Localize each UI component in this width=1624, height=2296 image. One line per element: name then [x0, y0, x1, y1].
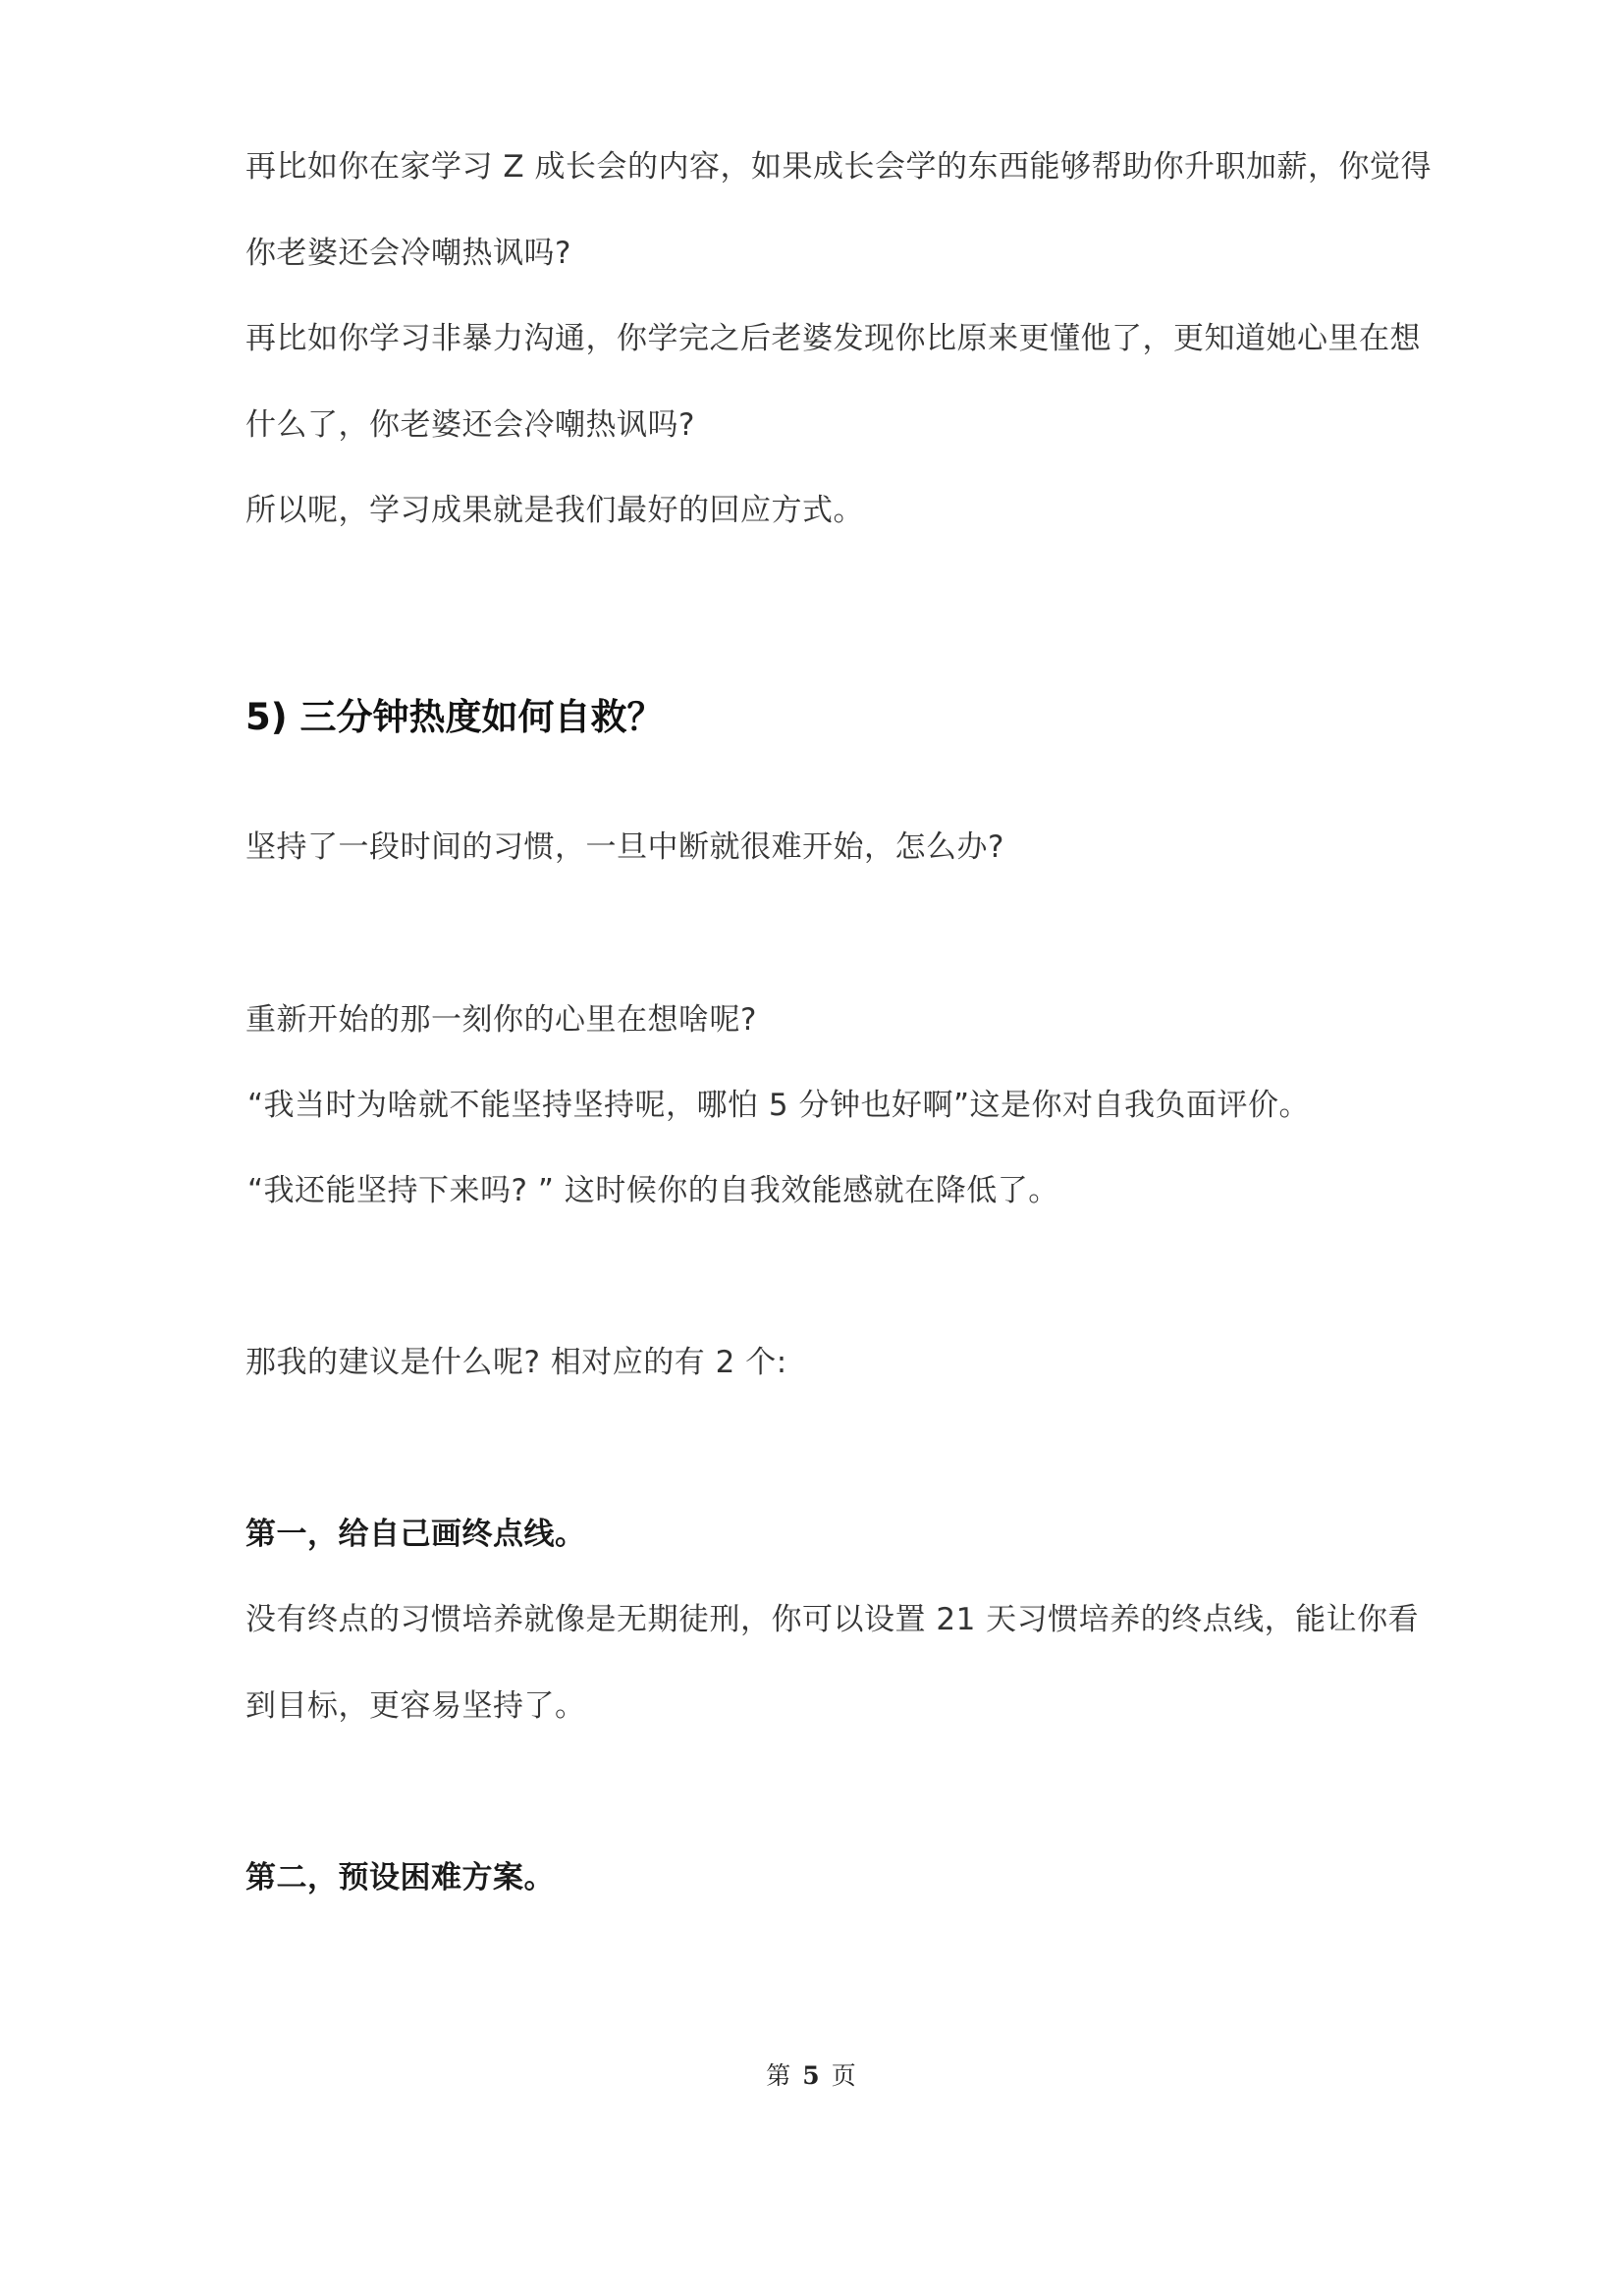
paragraph: 那我的建议是什么呢? 相对应的有 2 个:: [245, 1345, 787, 1380]
footer-prefix: 第: [766, 2061, 793, 2090]
page-footer: [0, 2059, 1624, 2093]
footer-suffix: 页: [831, 2061, 858, 2090]
paragraph-line: 你老婆还会冷嘲热讽吗?: [245, 236, 571, 271]
quote-paragraph: “我当时为啥就不能坚持坚持呢，哪怕 5 分钟也好啊”这是你对自我负面评价。: [247, 1088, 1311, 1123]
paragraph-line: 什么了，你老婆还会冷嘲热讽吗?: [245, 407, 695, 443]
point-heading: 第二，预设困难方案。: [245, 1860, 555, 1896]
paragraph: 所以呢，学习成果就是我们最好的回应方式。: [245, 493, 864, 528]
paragraph-line: 没有终点的习惯培养就像是无期徒刑，你可以设置 21 天习惯培养的终点线，能让你看: [245, 1602, 1420, 1637]
paragraph-line: 到目标，更容易坚持了。: [245, 1688, 586, 1724]
page-number: 5: [802, 2061, 822, 2090]
paragraph-line: 再比如你在家学习 Z 成长会的内容，如果成长会学的东西能够帮助你升职加薪，你觉得: [245, 149, 1432, 185]
paragraph: 重新开始的那一刻你的心里在想啥呢?: [245, 1002, 757, 1038]
paragraph: 坚持了一段时间的习惯，一旦中断就很难开始，怎么办?: [245, 829, 1004, 865]
quote-paragraph: “我还能坚持下来吗? ” 这时候你的自我效能感就在降低了。: [247, 1173, 1059, 1208]
point-heading: 第一，给自己画终点线。: [245, 1517, 586, 1552]
paragraph-line: 再比如你学习非暴力沟通，你学完之后老婆发现你比原来更懂他了，更知道她心里在想: [245, 321, 1421, 356]
section-heading: 5) 三分钟热度如何自救？: [245, 696, 664, 738]
